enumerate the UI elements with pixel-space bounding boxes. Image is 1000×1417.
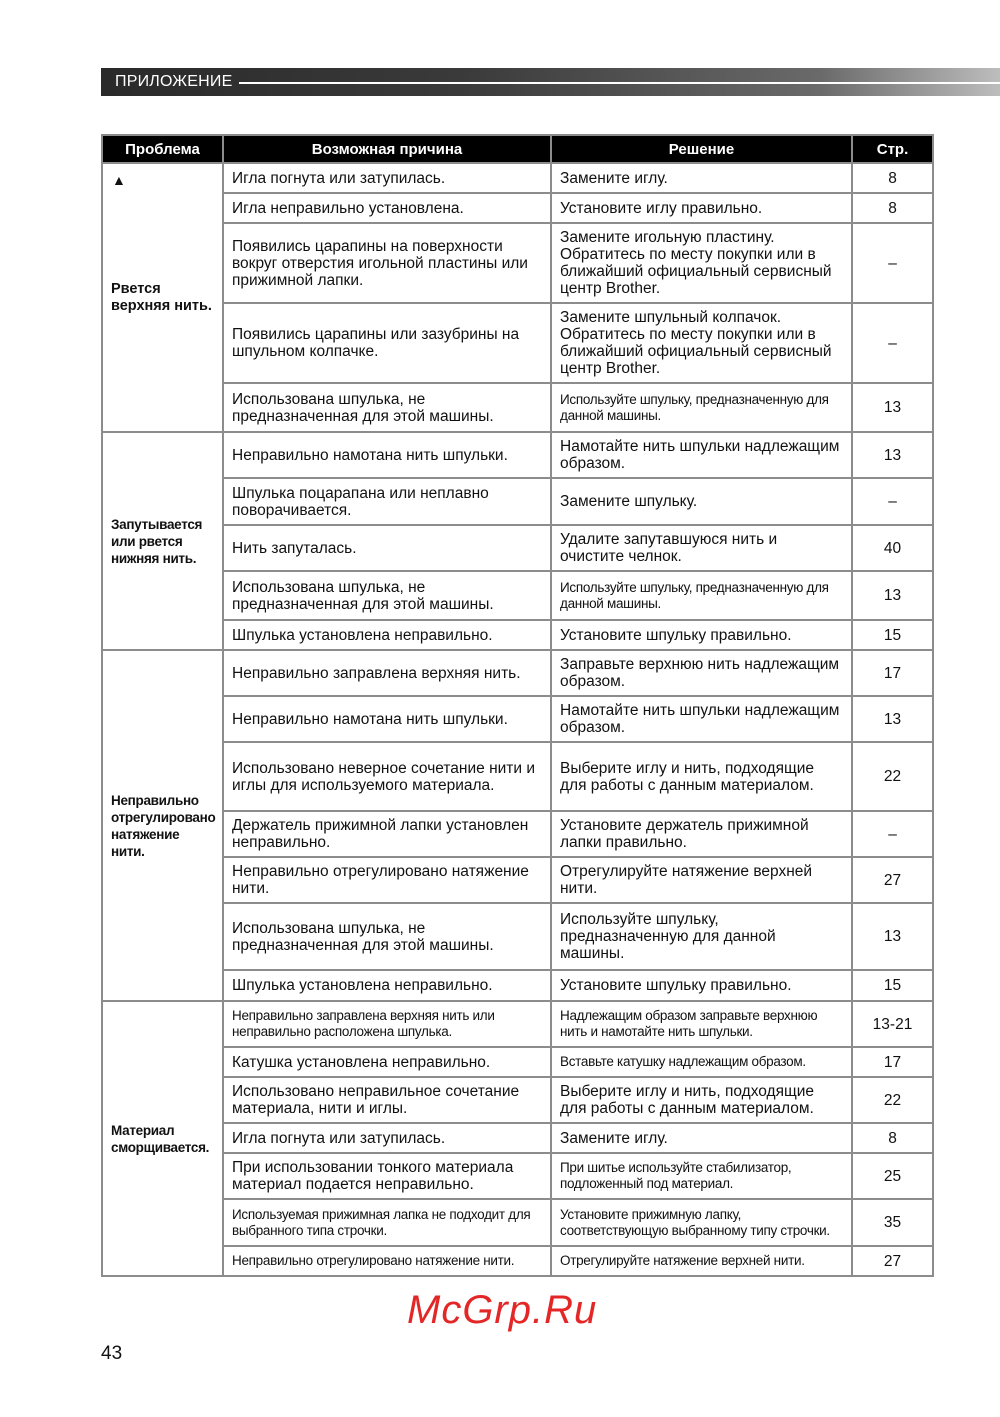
table-row [102, 696, 933, 742]
cause-cell: Неправильно заправлена верхняя нить. [223, 650, 551, 696]
table-row [102, 383, 933, 432]
cause-cell: Использована шпулька, не предназначенная для этой машины. [223, 571, 551, 620]
problem-cell [102, 1001, 223, 1276]
page-cell: – [852, 811, 933, 857]
watermark: McGrp.Ru [407, 1288, 598, 1332]
solution-cell: Заправьте верхнюю нить надлежащим образом. [551, 650, 852, 696]
table-row [102, 525, 933, 571]
page-cell: 17 [852, 650, 933, 696]
table-row [102, 811, 933, 857]
solution-cell: Установите держатель прижимной лапки правильно. [551, 811, 852, 857]
page-cell: 8 [852, 163, 933, 193]
page-cell: 13 [852, 383, 933, 432]
table-row [102, 903, 933, 970]
table-row [102, 620, 933, 650]
table-row [102, 1123, 933, 1153]
column-header-solution: Решение [551, 135, 852, 163]
page-cell: 13 [852, 571, 933, 620]
page-cell: 8 [852, 193, 933, 223]
problem-cell [102, 163, 223, 432]
solution-cell: Установите иглу правильно. [551, 193, 852, 223]
page-cell: 17 [852, 1047, 933, 1077]
problem-cell [102, 650, 223, 1001]
page-cell: 15 [852, 970, 933, 1001]
cause-cell: Нить запуталась. [223, 525, 551, 571]
table-row [102, 193, 933, 223]
cause-cell: Неправильно отрегулировано натяжение нити. [223, 1246, 551, 1276]
cause-cell: Шпулька установлена неправильно. [223, 970, 551, 1001]
page-cell: 40 [852, 525, 933, 571]
table-row [102, 1153, 933, 1199]
solution-cell: Установите шпульку правильно. [551, 620, 852, 650]
solution-cell: Замените шпульный колпачок. Обратитесь по месту покупки или в ближайший официальный сервисный центр Brother. [551, 303, 852, 383]
solution-cell: Замените иглу. [551, 1123, 852, 1153]
column-header-problem: Проблема [102, 135, 223, 163]
page-cell: – [852, 303, 933, 383]
solution-cell: Используйте шпульку, предназначенную для данной машины. [551, 571, 852, 620]
table-row [102, 857, 933, 903]
solution-cell: Установите шпульку правильно. [551, 970, 852, 1001]
page-cell: 22 [852, 1077, 933, 1123]
page-cell: 13 [852, 903, 933, 970]
table-row [102, 1246, 933, 1276]
solution-cell: Удалите запутавшуюся нить и очистите челнок. [551, 525, 852, 571]
warning-triangle-icon: ▲ [112, 172, 126, 188]
solution-cell: Намотайте нить шпульки надлежащим образом. [551, 432, 852, 478]
cause-cell: Неправильно намотана нить шпульки. [223, 432, 551, 478]
section-header-bar [101, 68, 1000, 96]
cause-cell: Неправильно отрегулировано натяжение нити. [223, 857, 551, 903]
problem-label: Неправильно отрегулировано натяжение нити. [111, 792, 216, 859]
page-cell: 27 [852, 1246, 933, 1276]
solution-cell: Выберите иглу и нить, подходящие для работы с данным материалом. [551, 742, 852, 811]
column-header-page: Стр. [852, 135, 933, 163]
table-row [102, 303, 933, 383]
section-title: ПРИЛОЖЕНИЕ [115, 73, 233, 90]
page-cell: 8 [852, 1123, 933, 1153]
page-cell: 35 [852, 1199, 933, 1246]
page-cell: 13 [852, 432, 933, 478]
cause-cell: Шпулька установлена неправильно. [223, 620, 551, 650]
cause-cell: Используемая прижимная лапка не подходит для выбранного типа строчки. [223, 1199, 551, 1246]
column-header-cause: Возможная причина [223, 135, 551, 163]
problem-label: Запутывается или рвется нижняя нить. [111, 516, 203, 566]
solution-cell: Намотайте нить шпульки надлежащим образом. [551, 696, 852, 742]
troubleshooting-table [101, 134, 934, 1277]
solution-cell: Замените иглу. [551, 163, 852, 193]
solution-cell: Установите прижимную лапку, соответствующую выбранному типу строчки. [551, 1199, 852, 1246]
cause-cell: Игла погнута или затупилась. [223, 1123, 551, 1153]
table-row [102, 1047, 933, 1077]
problem-label: Рвется верхняя нить. [111, 280, 212, 314]
table-row [102, 1199, 933, 1246]
cause-cell: Неправильно намотана нить шпульки. [223, 696, 551, 742]
table-row [102, 1001, 933, 1047]
header-rule [239, 82, 1000, 84]
cause-cell: Использована шпулька, не предназначенная для этой машины. [223, 383, 551, 432]
cause-cell: Игла погнута или затупилась. [223, 163, 551, 193]
page-cell: 22 [852, 742, 933, 811]
cause-cell: Использовано неправильное сочетание материала, нити и иглы. [223, 1077, 551, 1123]
cause-cell: Игла неправильно установлена. [223, 193, 551, 223]
table-row [102, 571, 933, 620]
solution-cell: Вставьте катушку надлежащим образом. [551, 1047, 852, 1077]
table-row [102, 970, 933, 1001]
cause-cell: При использовании тонкого материала материал подается неправильно. [223, 1153, 551, 1199]
cause-cell: Использовано неверное сочетание нити и иглы для используемого материала. [223, 742, 551, 811]
table-row [102, 432, 933, 478]
cause-cell: Появились царапины или зазубрины на шпульном колпачке. [223, 303, 551, 383]
table-row [102, 478, 933, 525]
page-number: 43 [101, 1343, 123, 1364]
solution-cell: Выберите иглу и нить, подходящие для работы с данным материалом. [551, 1077, 852, 1123]
solution-cell: При шитье используйте стабилизатор, подложенный под материал. [551, 1153, 852, 1199]
cause-cell: Появились царапины на поверхности вокруг отверстия игольной пластины или прижимной лапки. [223, 223, 551, 303]
table-row [102, 650, 933, 696]
table-row [102, 1077, 933, 1123]
solution-cell: Отрегулируйте натяжение верхней нити. [551, 857, 852, 903]
page-cell: – [852, 478, 933, 525]
page-cell: – [852, 223, 933, 303]
solution-cell: Отрегулируйте натяжение верхней нити. [551, 1246, 852, 1276]
solution-cell: Используйте шпульку, предназначенную для данной машины. [551, 383, 852, 432]
problem-cell [102, 432, 223, 650]
table-row [102, 163, 933, 193]
page-cell: 15 [852, 620, 933, 650]
page-cell: 13-21 [852, 1001, 933, 1047]
table-header-row [102, 135, 933, 163]
cause-cell: Шпулька поцарапана или неплавно поворачивается. [223, 478, 551, 525]
cause-cell: Использована шпулька, не предназначенная для этой машины. [223, 903, 551, 970]
solution-cell: Используйте шпульку, предназначенную для данной машины. [551, 903, 852, 970]
page-cell: 27 [852, 857, 933, 903]
solution-cell: Надлежащим образом заправьте верхнюю нить и намотайте нить шпульки. [551, 1001, 852, 1047]
solution-cell: Замените игольную пластину. Обратитесь по месту покупки или в ближайший официальный сервисный центр Brother. [551, 223, 852, 303]
table-row [102, 223, 933, 303]
page-cell: 13 [852, 696, 933, 742]
cause-cell: Держатель прижимной лапки установлен неправильно. [223, 811, 551, 857]
table-row [102, 742, 933, 811]
solution-cell: Замените шпульку. [551, 478, 852, 525]
cause-cell: Неправильно заправлена верхняя нить или неправильно расположена шпулька. [223, 1001, 551, 1047]
problem-label: Материал сморщивается. [111, 1122, 210, 1155]
page-cell: 25 [852, 1153, 933, 1199]
cause-cell: Катушка установлена неправильно. [223, 1047, 551, 1077]
